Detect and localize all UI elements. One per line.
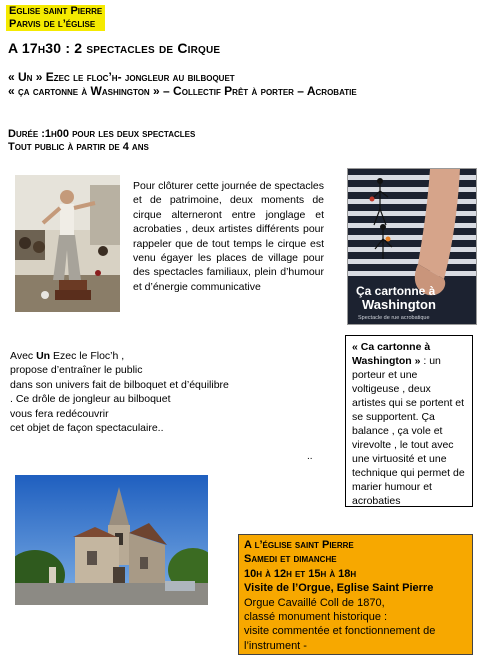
poster-title-1: Ça cartonne à xyxy=(356,284,436,298)
ezec-line-3: dans son univers fait de bilboquet et d’équilibre xyxy=(10,378,229,391)
orgue-line-5: Orgue Cavaillé Coll de 1870, xyxy=(244,596,385,609)
audience-text: Tout public à partir de 4 ans xyxy=(8,141,149,153)
venue-line-2: Parvis de l’église xyxy=(9,18,96,30)
ellipsis-mark: .. xyxy=(307,451,313,462)
ezec-line-2: propose d’entraîner le public xyxy=(10,364,143,377)
orgue-line-2: Samedi et dimanche xyxy=(244,553,337,566)
cartonne-text: : un porteur et une voltigeuse , deux artistes qui se portent et se supportent. Ça balance , ça vole et virevolte , le tout avec une virtuosité et une technique qui permet de marier humour et acrobaties xyxy=(352,355,465,507)
event-info xyxy=(8,128,195,154)
ezec-name: Un xyxy=(36,350,51,362)
ezec-line-1: Ezec le Floc’h , xyxy=(50,350,125,362)
acts-list xyxy=(8,70,468,98)
ezec-line-6: cet objet de façon spectaculaire.. xyxy=(10,422,164,435)
church-photo xyxy=(15,475,208,605)
venue-line-1: Eglise saint Pierre xyxy=(9,5,103,17)
orgue-title: Visite de l’Orgue, Eglise Saint Pierre xyxy=(244,582,434,595)
venue-label xyxy=(6,5,105,31)
organ-visit-box xyxy=(238,534,473,655)
ezec-prefix: Avec xyxy=(10,350,37,362)
orgue-line-3: 10h à 12h et 15h à 18h xyxy=(244,567,357,580)
poster-title-2: Washington xyxy=(362,297,436,312)
act-1: « Un » Ezec le floc’h- jongleur au bilboquet xyxy=(8,70,235,84)
cartonne-description-box xyxy=(345,335,473,507)
poster-subtitle: Spectacle de rue acrobatique xyxy=(358,315,430,321)
page-title: A 17h30 : 2 spectacles de Cirque xyxy=(8,40,221,56)
ezec-line-4: . Ce drôle de jongleur au bilboquet xyxy=(10,393,171,406)
ezec-line-5: vous fera redécouvrir xyxy=(10,407,109,420)
intro-paragraph: Pour clôturer cette journée de spectacles et de patrimoine, deux moments de cirque alterneront entre jonglage et acrobaties , deux artistes différents pour rappeler que de tout temps le cirque est venu égayer les places de village pour des spectacles familiaux, plein d’humour et d’énergie communicative xyxy=(133,180,324,293)
act-2: « ça cartonne à Washington » – Collectif Prêt à porter – Acrobatie xyxy=(8,84,357,98)
orgue-line-6: classé monument historique : xyxy=(244,611,388,624)
show-poster xyxy=(347,168,477,325)
orgue-line-7: visite commentée et fonctionnement de l’instrument - xyxy=(244,625,436,652)
orgue-line-1: A l’église saint Pierre xyxy=(244,539,354,551)
duration-text: Durée :1h00 pour les deux spectacles xyxy=(8,128,196,140)
juggler-photo xyxy=(15,175,120,312)
ezec-paragraph xyxy=(10,349,270,435)
cartonne-title: « Ca cartonne à Washington » xyxy=(352,341,431,367)
